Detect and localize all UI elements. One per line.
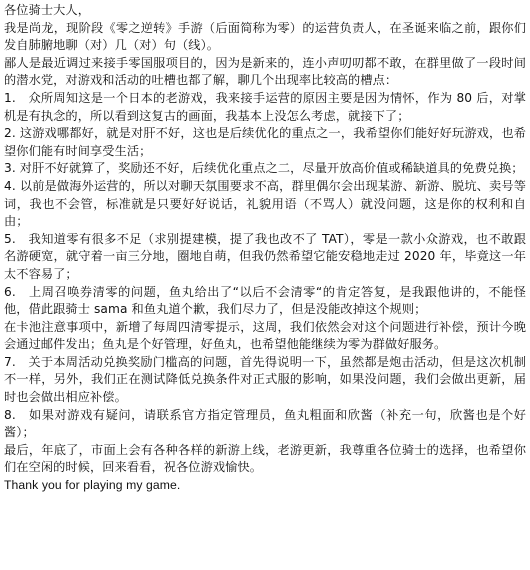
point-7-paragraph: 7. 关于本周活动兑换奖励门槛高的问题，首先得说明一下，虽然都是炮击活动，但是这次机制不一样，另外，我们正在测试降低兑换条件对正式服的影响，如果没问题，我们会做出更新，届时也会做出相应补偿。 — [4, 354, 526, 405]
point-5-paragraph: 5. 我知道零有很多不足（求别提建模，提了我也改不了 TAT），零是一款小众游戏，也不敢跟名游硬宽，就守着一亩三分地，圈地自萌，但我仍然希望它能安稳地走过 2020 年，毕竟这一年太不容易了； — [4, 231, 526, 281]
point-3-paragraph: 3. 对肝不好就算了，奖励还不好，后续优化重点之二，尽量开放高价值或稀缺道具的免费兑换； — [4, 161, 524, 176]
final-paragraph: 最后，年底了，市面上会有各种各样的新游上线，老游更新，我尊重各位骑士的选择，也希望你们在空闲的时候，回来看看，祝各位游戏愉快。 — [4, 442, 526, 475]
point-1-paragraph: 1. 众所周知这是一个日本的老游戏，我来接手运营的原因主要是因为情怀，作为 80 后，对掌机是有执念的，所以看到这复古的画面，我基本上没怎么考虑，就接下了； — [4, 90, 526, 123]
point-4-paragraph: 4. 以前是做海外运营的，所以对聊天氛围要求不高，群里偶尔会出现某游、新游、脱坑、卖号等词，我也不会管，标准就是只要好好说话，礼貌用语（不骂人）就没问题，这是你的权利和自由； — [4, 178, 526, 229]
letter-closing: Thank you for playing my game. — [4, 478, 181, 493]
intro-paragraph: 我是尚龙，现阶段《零之逆转》手游（后面简称为零）的运营负责人，在圣诞来临之前，跟你们发自肺腑地聊（对）几（对）句（线）。 — [4, 20, 526, 53]
point-6-paragraph: 6. 上周召唤券清零的问题，鱼丸给出了“以后不会清零“的肯定答复，是我跟他讲的，不能怪他，借此跟骑士 sama 和鱼丸道个歉，我们尽力了，但是没能改掉这个规则； — [4, 284, 526, 317]
background-paragraph: 鄙人是最近调过来接手零国服项目的，因为是新来的，连小声叨叨都不敢，在群里做了一段时间的潜水党，对游戏和活动的吐槽也都了解，聊几个出现率比较高的槽点： — [4, 55, 526, 88]
point-2-paragraph: 2. 这游戏哪都好，就是对肝不好，这也是后续优化的重点之一，我希望你们能好好玩游戏，也希望你们能有时间享受生活； — [4, 126, 526, 158]
point-8-paragraph: 8. 如果对游戏有疑问，请联系官方指定管理员，鱼丸粗面和欣酱（补充一句，欣酱也是个好酱）； — [4, 407, 526, 440]
letter-greeting: 各位骑士大人， — [4, 3, 91, 17]
point-6-followup-paragraph: 在卡池注意事项中，新增了每周四清零提示，这周，我们依然会对这个问题进行补偿，预计今晚会通过邮件发出；鱼丸是个好管理，好鱼丸，也希望他能继续为零为群做好服务。 — [4, 319, 526, 352]
